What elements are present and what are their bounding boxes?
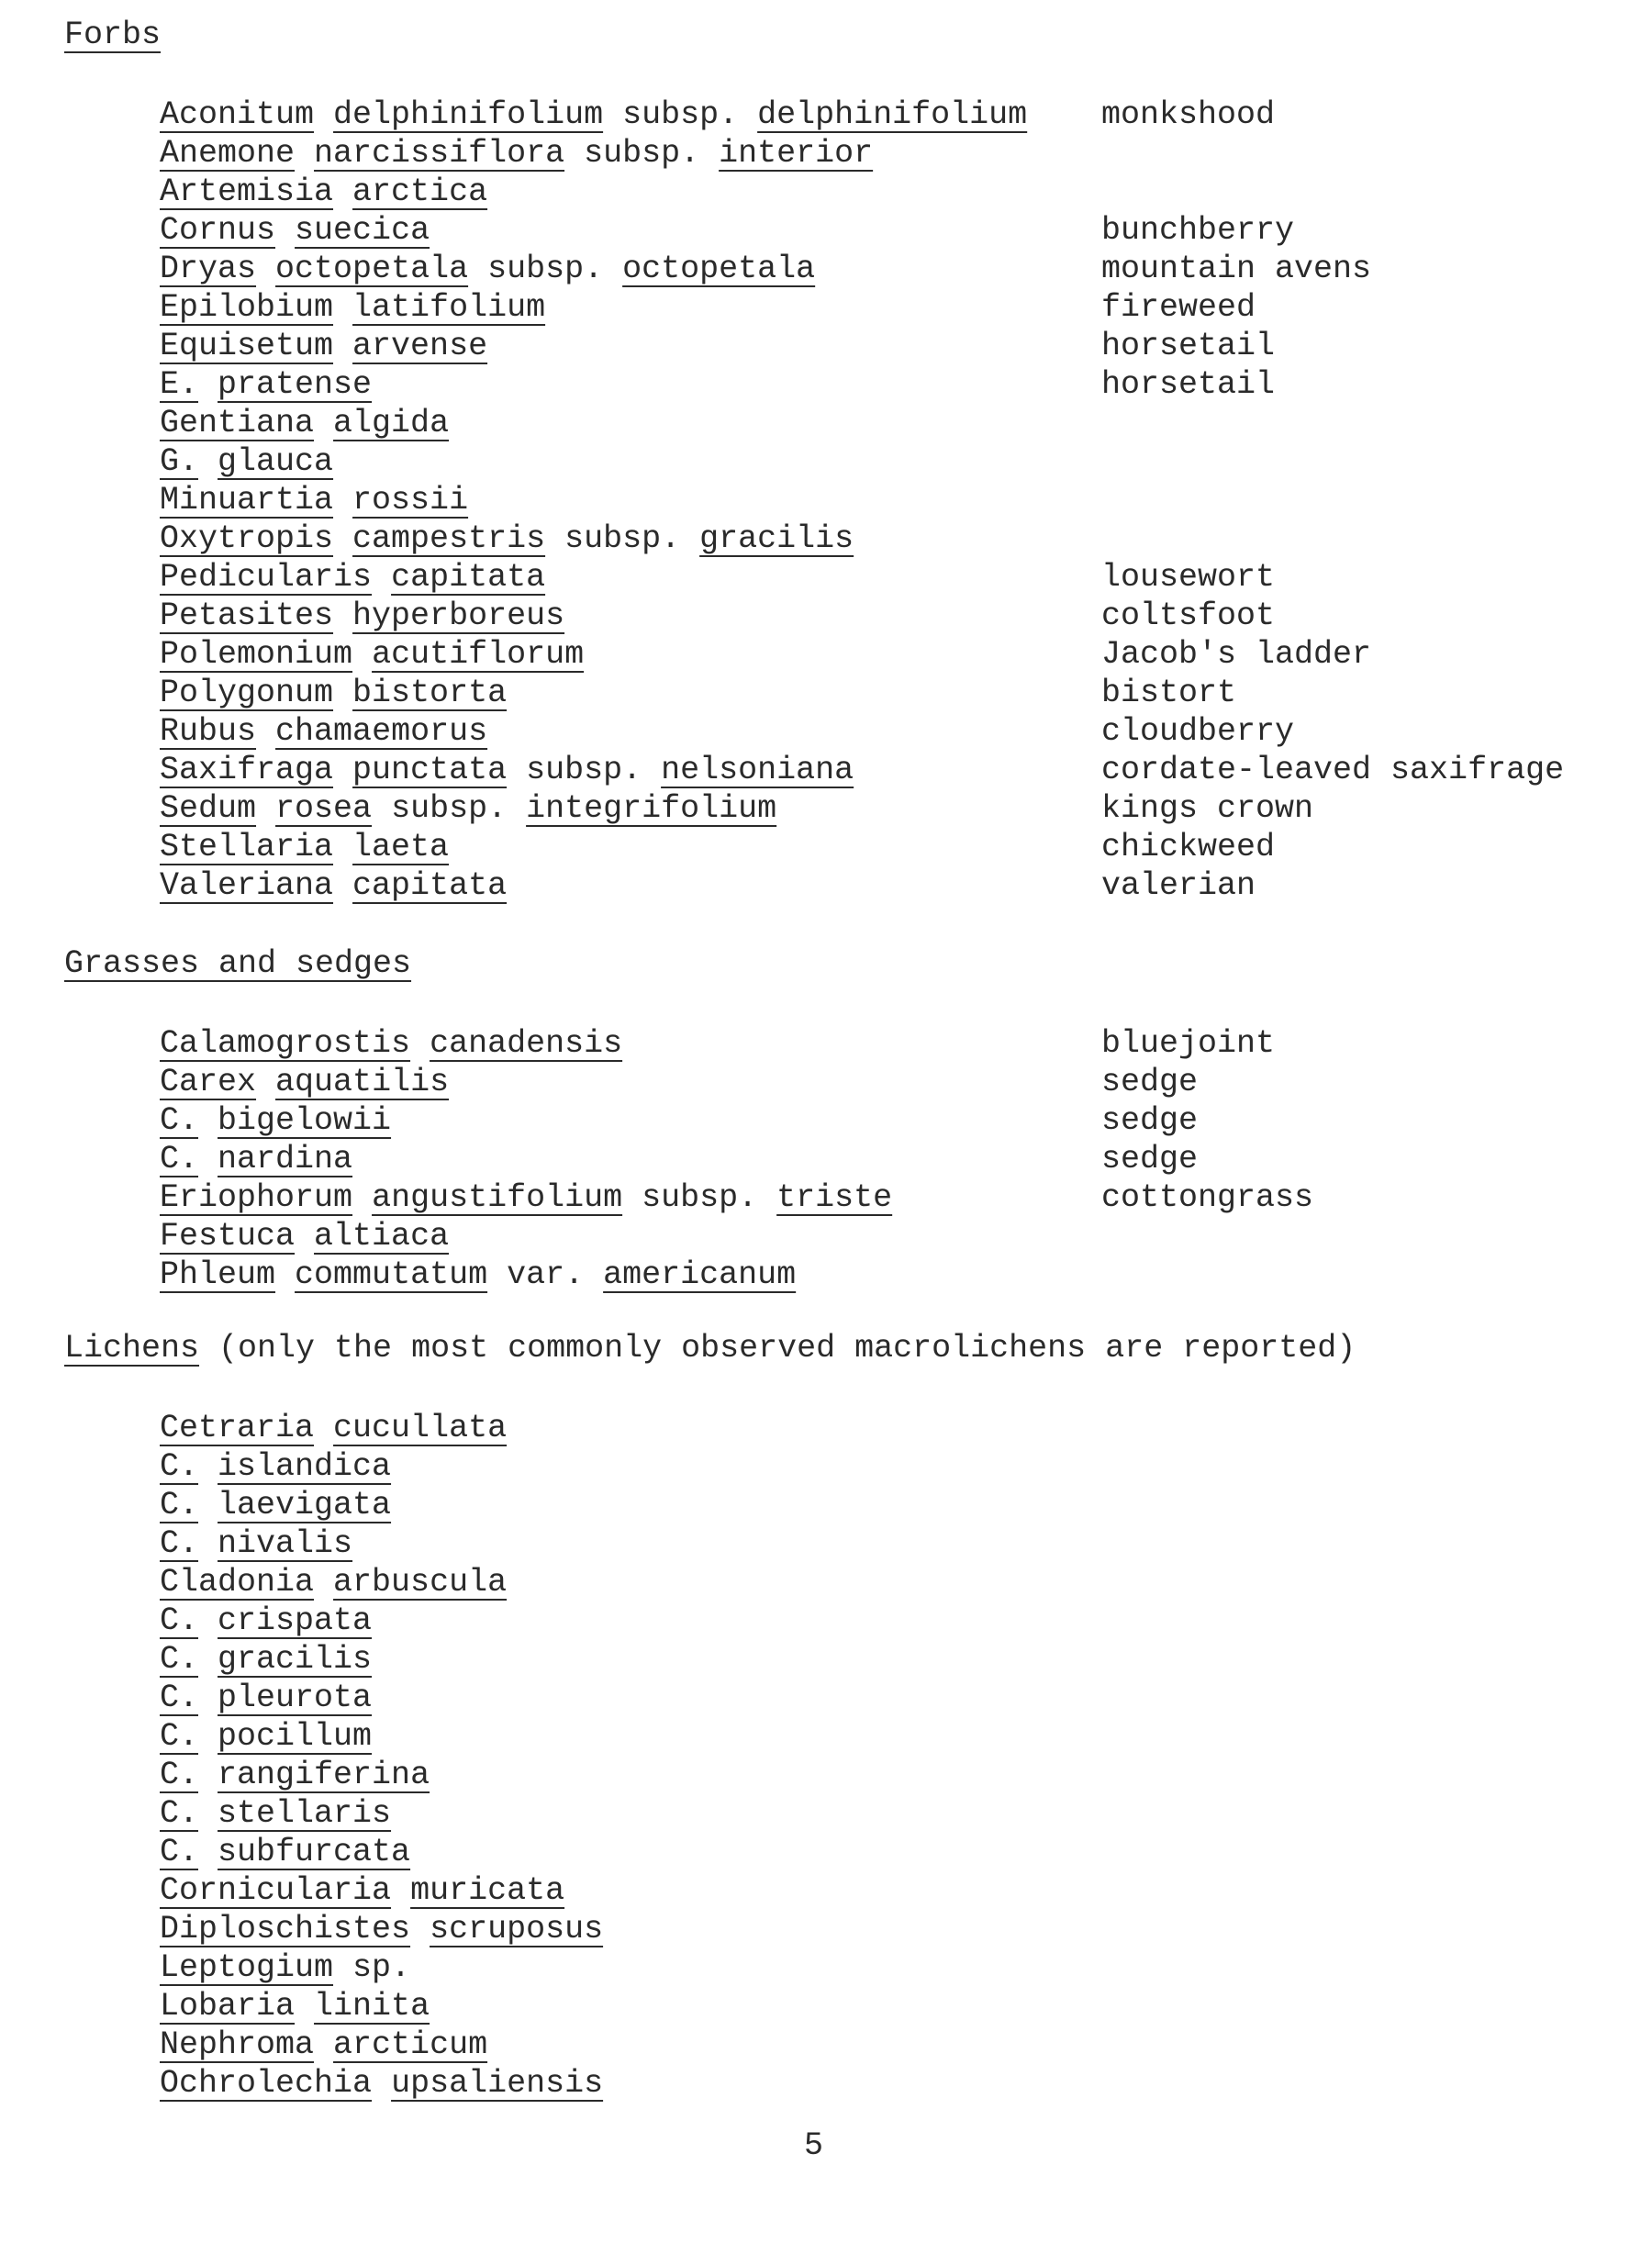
species-row [0,1756,1652,1794]
name-part-underlined: Oxytropis [160,520,334,557]
name-part [333,173,352,210]
species-row [0,597,1652,635]
species-row [0,558,1652,597]
name-part-underlined: C. [160,1602,199,1639]
name-part-underlined: C. [160,1102,199,1139]
name-part-underlined: latifolium [352,289,546,326]
name-part [314,1564,333,1601]
scientific-name [160,866,507,905]
name-part [352,636,372,673]
name-part [352,1179,372,1216]
species-row [0,1717,1652,1756]
name-part-underlined: laeta [352,829,450,865]
name-part-underlined: Polemonium [160,636,353,673]
scientific-name [160,597,564,635]
species-row [0,1524,1652,1563]
name-part: subsp. [468,251,623,287]
name-part-underlined: suecica [295,212,430,249]
species-row [0,95,1652,134]
scientific-name [160,1948,410,1987]
name-part [333,752,352,788]
name-part [198,1525,218,1562]
species-row [0,1987,1652,2025]
species-row [0,481,1652,519]
common-name: horsetail [1101,366,1276,403]
name-part-underlined: Equisetum [160,328,334,364]
page-number: 5 [803,2127,823,2164]
species-row [0,1409,1652,1447]
name-part-underlined: punctata [352,752,508,788]
name-part-underlined: Polygonum [160,675,334,711]
name-part [256,251,275,287]
name-part-underlined: Phleum [160,1256,276,1293]
species-row [0,1447,1652,1486]
name-part-underlined: aquatilis [275,1064,450,1100]
name-part-underlined: subfurcata [218,1834,411,1870]
name-part-underlined: Gentiana [160,405,315,441]
species-row [0,866,1652,905]
name-part [256,1064,275,1100]
section-heading-grasses [64,945,411,982]
name-part-underlined: integrifolium [526,790,777,827]
species-row [0,1640,1652,1679]
name-part-underlined: Carex [160,1064,257,1100]
species-row [0,1101,1652,1140]
name-part-underlined: cucullata [333,1410,508,1446]
name-part-underlined: altiaca [314,1218,450,1255]
scientific-name [160,1717,372,1756]
name-part-underlined: interior [719,135,874,172]
scientific-name [160,288,545,327]
common-name: cottongrass [1101,1179,1314,1216]
scientific-name [160,519,854,558]
common-name: coltsfoot [1101,597,1276,634]
name-part [198,1795,218,1832]
name-part-underlined: arcticum [333,2026,488,2063]
name-part [314,405,333,441]
common-name: sedge [1101,1141,1199,1177]
name-part-underlined: rosea [275,790,373,827]
species-row [0,327,1652,365]
scientific-name [160,2025,487,2064]
species-list-grasses [0,1024,1652,1294]
species-row [0,134,1652,173]
name-part: var. [487,1256,604,1293]
name-part-underlined: rossii [352,482,469,519]
name-part [410,1911,430,1947]
common-name: sedge [1101,1102,1199,1139]
common-name: sedge [1101,1064,1199,1100]
name-part-underlined: Lobaria [160,1988,296,2025]
section-heading-lichens [64,1330,1356,1367]
scientific-name [160,1447,391,1486]
species-row [0,1255,1652,1294]
name-part [198,1834,218,1870]
name-part [295,135,314,172]
name-part-underlined: bistorta [352,675,508,711]
name-part-underlined: Cetraria [160,1410,315,1446]
name-part-underlined: crispata [218,1602,373,1639]
species-row [0,712,1652,751]
name-part-underlined: triste [776,1179,893,1216]
species-row [0,674,1652,712]
name-part-underlined: Anemone [160,135,296,172]
name-part [198,1487,218,1523]
common-name: cordate-leaved saxifrage [1101,752,1565,788]
common-name: chickweed [1101,829,1276,865]
name-part-underlined: Cornus [160,212,276,249]
name-part-underlined: nelsoniana [661,752,854,788]
name-part-underlined: nivalis [218,1525,353,1562]
name-part-underlined: Valeriana [160,867,334,904]
scientific-name [160,1871,564,1910]
scientific-name [160,1255,796,1294]
name-part: subsp. [545,520,700,557]
species-row [0,1024,1652,1063]
name-part: subsp. [564,135,720,172]
name-part: subsp. [507,752,662,788]
name-part [314,2026,333,2063]
scientific-name [160,828,449,866]
scientific-name [160,134,873,173]
scientific-name [160,95,1027,134]
name-part-underlined: campestris [352,520,546,557]
name-part-underlined: commutatum [295,1256,488,1293]
name-part-underlined: laevigata [218,1487,392,1523]
species-row [0,828,1652,866]
name-part-underlined: canadensis [430,1025,623,1062]
name-part-underlined: delphinifolium [757,96,1028,133]
species-row [0,442,1652,481]
name-part [333,328,352,364]
scientific-name [160,1024,622,1063]
name-part [372,559,391,596]
species-row [0,365,1652,404]
species-row [0,1178,1652,1217]
heading-title: Grasses and sedges [64,945,412,982]
name-part-underlined: arctica [352,173,488,210]
scientific-name [160,1140,352,1178]
common-name: mountain avens [1101,251,1372,287]
scientific-name [160,1563,507,1601]
name-part [314,1410,333,1446]
name-part-underlined: Cladonia [160,1564,315,1601]
species-row [0,519,1652,558]
name-part [198,443,218,480]
species-list-forbs [0,95,1652,905]
scientific-name [160,674,507,712]
species-row [0,211,1652,250]
name-part [410,1025,430,1062]
scientific-name [160,1987,430,2025]
common-name: bunchberry [1101,212,1295,249]
name-part [314,96,333,133]
name-part-underlined: C. [160,1757,199,1793]
name-part-underlined: Leptogium [160,1949,334,1986]
name-part [198,1141,218,1177]
species-row [0,1063,1652,1101]
name-part-underlined: Stellaria [160,829,334,865]
name-part-underlined: Dryas [160,251,257,287]
name-part-underlined: islandica [218,1448,392,1485]
scientific-name [160,481,468,519]
scientific-name [160,1601,372,1640]
name-part-underlined: gracilis [218,1641,373,1678]
species-row [0,1871,1652,1910]
species-row [0,1563,1652,1601]
scientific-name [160,789,776,828]
name-part-underlined: pocillum [218,1718,373,1755]
name-part-underlined: Pedicularis [160,559,373,596]
common-name: bluejoint [1101,1025,1276,1062]
scientific-name [160,1794,391,1833]
scientific-name [160,1524,352,1563]
name-part-underlined: Petasites [160,597,334,634]
name-part-underlined: octopetala [275,251,469,287]
name-part-underlined: Rubus [160,713,257,750]
name-part [333,520,352,557]
name-part-underlined: arbuscula [333,1564,508,1601]
scientific-name [160,2064,603,2103]
name-part-underlined: angustifolium [372,1179,623,1216]
species-list-lichens [0,1409,1652,2103]
name-part [198,1102,218,1139]
name-part: sp. [352,1949,411,1986]
name-part-underlined: Cornicularia [160,1872,392,1909]
name-part-underlined: Artemisia [160,173,334,210]
name-part-underlined: narcissiflora [314,135,565,172]
scientific-name [160,327,487,365]
name-part-underlined: C. [160,1141,199,1177]
species-row [0,404,1652,442]
species-row [0,250,1652,288]
name-part-underlined: capitata [352,867,508,904]
common-name: Jacob's ladder [1101,636,1372,673]
name-part-underlined: C. [160,1448,199,1485]
name-part [333,1949,352,1986]
scientific-name [160,211,430,250]
name-part-underlined: C. [160,1525,199,1562]
name-part [333,675,352,711]
name-part-underlined: C. [160,1487,199,1523]
scientific-name [160,1679,372,1717]
species-row [0,1794,1652,1833]
name-part-underlined: delphinifolium [333,96,604,133]
species-row [0,751,1652,789]
name-part-underlined: Sedum [160,790,257,827]
scientific-name [160,442,333,481]
species-row [0,2064,1652,2103]
name-part-underlined: Calamogrostis [160,1025,411,1062]
species-row [0,1140,1652,1178]
name-part [256,790,275,827]
name-part-underlined: nardina [218,1141,353,1177]
common-name: monkshood [1101,96,1276,133]
name-part-underlined: pleurota [218,1679,373,1716]
name-part [275,212,295,249]
name-part-underlined: acutiflorum [372,636,585,673]
species-row [0,1910,1652,1948]
scientific-name [160,1217,449,1255]
name-part: subsp. [622,1179,777,1216]
species-row [0,2025,1652,2064]
name-part-underlined: algida [333,405,450,441]
name-part-underlined: C. [160,1795,199,1832]
name-part-underlined: scruposus [430,1911,604,1947]
name-part [198,1448,218,1485]
species-row [0,1679,1652,1717]
name-part [372,2065,391,2102]
scientific-name [160,1910,603,1948]
name-part-underlined: chamaemorus [275,713,488,750]
name-part [256,713,275,750]
common-name: cloudberry [1101,713,1295,750]
name-part: subsp. [603,96,758,133]
species-row [0,1486,1652,1524]
name-part-underlined: Minuartia [160,482,334,519]
name-part-underlined: bigelowii [218,1102,392,1139]
common-name: kings crown [1101,790,1314,827]
name-part [295,1218,314,1255]
scientific-name [160,1409,507,1447]
name-part-underlined: Aconitum [160,96,315,133]
name-part [275,1256,295,1293]
scientific-name [160,1756,430,1794]
name-part-underlined: Nephroma [160,2026,315,2063]
name-part-underlined: C. [160,1718,199,1755]
name-part-underlined: G. [160,443,199,480]
species-row [0,1217,1652,1255]
scientific-name [160,1101,391,1140]
species-row [0,1833,1652,1871]
name-part [198,366,218,403]
name-part-underlined: Festuca [160,1218,296,1255]
scientific-name [160,712,487,751]
name-part-underlined: Eriophorum [160,1179,353,1216]
name-part-underlined: capitata [391,559,546,596]
species-row [0,288,1652,327]
scientific-name [160,1486,391,1524]
name-part [333,289,352,326]
name-part-underlined: C. [160,1834,199,1870]
heading-note: (only the most commonly observed macrolichens are reported) [199,1330,1356,1367]
scientific-name [160,1178,892,1217]
name-part [333,482,352,519]
name-part-underlined: linita [314,1988,430,2025]
name-part [198,1641,218,1678]
heading-title: Lichens [64,1330,200,1367]
scientific-name [160,1063,449,1101]
name-part-underlined: upsaliensis [391,2065,604,2102]
species-row [0,1948,1652,1987]
scientific-name [160,1833,410,1871]
species-row [0,635,1652,674]
name-part [198,1679,218,1716]
scientific-name [160,250,815,288]
common-name: valerian [1101,867,1256,904]
name-part-underlined: C. [160,1679,199,1716]
name-part [198,1718,218,1755]
scientific-name [160,1640,372,1679]
common-name: fireweed [1101,289,1256,326]
name-part [333,829,352,865]
common-name: lousewort [1101,559,1276,596]
name-part [295,1988,314,2025]
section-heading-forbs [64,17,161,53]
name-part-underlined: rangiferina [218,1757,430,1793]
name-part [391,1872,410,1909]
name-part-underlined: muricata [410,1872,565,1909]
name-part [198,1757,218,1793]
species-row [0,173,1652,211]
name-part: subsp. [372,790,527,827]
scientific-name [160,365,372,404]
name-part [333,597,352,634]
name-part-underlined: glauca [218,443,334,480]
name-part-underlined: E. [160,366,199,403]
scientific-name [160,635,584,674]
species-row [0,1601,1652,1640]
name-part-underlined: Saxifraga [160,752,334,788]
name-part-underlined: pratense [218,366,373,403]
scientific-name [160,173,487,211]
species-row [0,789,1652,828]
name-part-underlined: Ochrolechia [160,2065,373,2102]
scientific-name [160,404,449,442]
scientific-name [160,558,545,597]
name-part-underlined: hyperboreus [352,597,565,634]
name-part-underlined: americanum [603,1256,797,1293]
name-part-underlined: octopetala [622,251,816,287]
heading-title: Forbs [64,17,162,53]
common-name: bistort [1101,675,1237,711]
common-name: horsetail [1101,328,1276,364]
scientific-name [160,751,854,789]
name-part-underlined: Epilobium [160,289,334,326]
name-part-underlined: stellaris [218,1795,392,1832]
name-part-underlined: C. [160,1641,199,1678]
name-part [333,867,352,904]
name-part-underlined: gracilis [699,520,854,557]
name-part [198,1602,218,1639]
name-part-underlined: Diploschistes [160,1911,411,1947]
name-part-underlined: arvense [352,328,488,364]
